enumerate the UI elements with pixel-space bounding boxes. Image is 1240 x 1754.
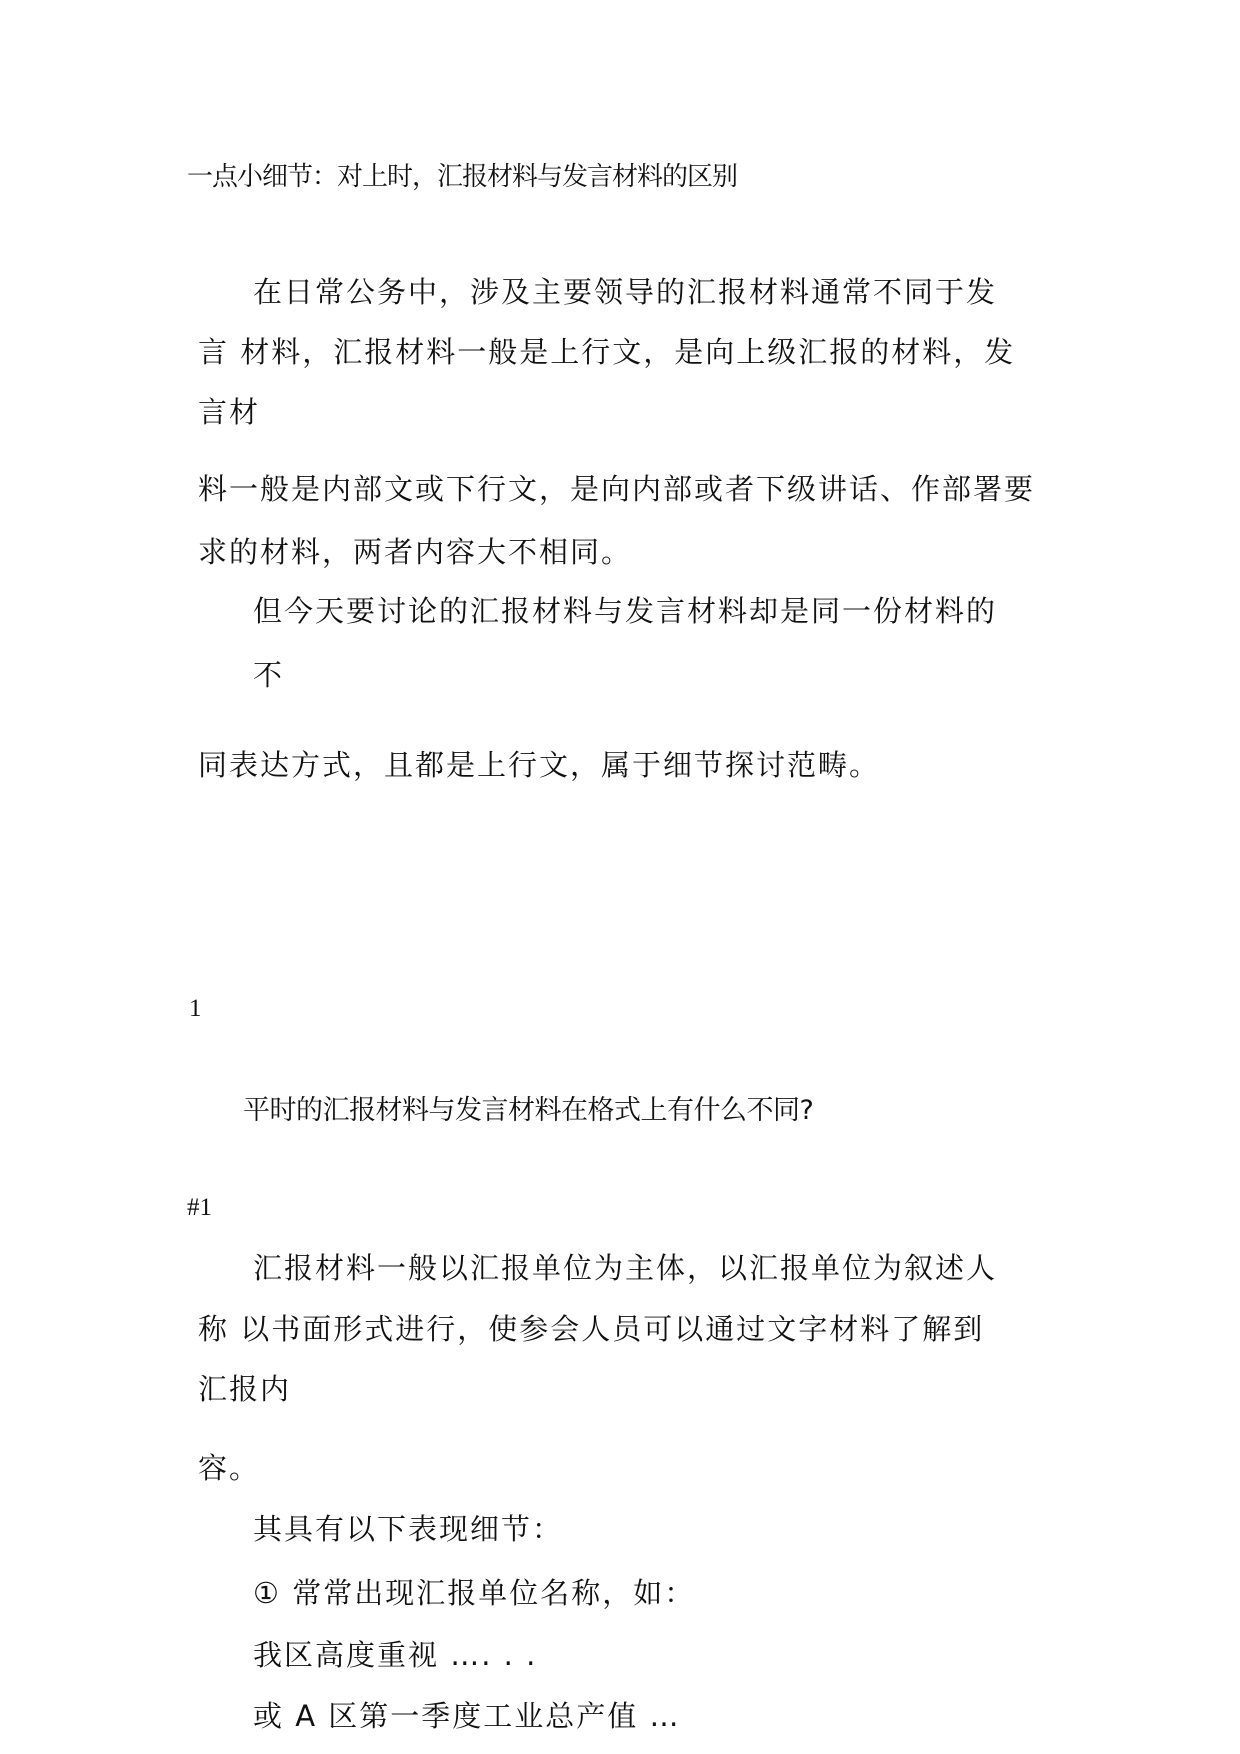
paragraph-line: 料一般是内部文或下行文，是向内部或者下级讲话、作部署要 <box>198 472 1036 506</box>
paragraph-line: 但今天要讨论的汇报材料与发言材料却是同一份材料的 <box>253 594 998 628</box>
paragraph-line: 在日常公务中，涉及主要领导的汇报材料通常不同于发 <box>253 275 998 309</box>
example-line: 或 A 区第一季度工业总产值 … <box>253 1699 681 1733</box>
document-title: 一点小细节：对上时，汇报材料与发言材料的区别 <box>187 162 738 192</box>
details-intro: 其具有以下表现细节： <box>253 1512 564 1546</box>
section-number: 1 <box>189 995 202 1022</box>
example-line: 我区高度重视 …. . . <box>253 1638 538 1672</box>
paragraph-line: 称 以书面形式进行，使参会人员可以通过文字材料了解到 <box>198 1312 985 1346</box>
section-question: 平时的汇报材料与发言材料在格式上有什么不同? <box>243 1095 814 1126</box>
item-marker: #1 <box>187 1194 212 1221</box>
paragraph-line: 容。 <box>198 1451 261 1485</box>
paragraph-line: 同表达方式，且都是上行文，属于细节探讨范畴。 <box>198 748 881 782</box>
paragraph-line: 不 <box>253 658 285 692</box>
paragraph-line: 汇报内 <box>198 1372 292 1406</box>
paragraph-line: 言 材料，汇报材料一般是上行文，是向上级汇报的材料，发 <box>198 335 1016 369</box>
detail-item: ① 常常出现汇报单位名称，如： <box>253 1576 696 1610</box>
paragraph-line: 求的材料，两者内容大不相同。 <box>198 535 633 569</box>
paragraph-line: 言材 <box>198 395 261 429</box>
paragraph-line: 汇报材料一般以汇报单位为主体，以汇报单位为叙述人 <box>253 1251 998 1285</box>
